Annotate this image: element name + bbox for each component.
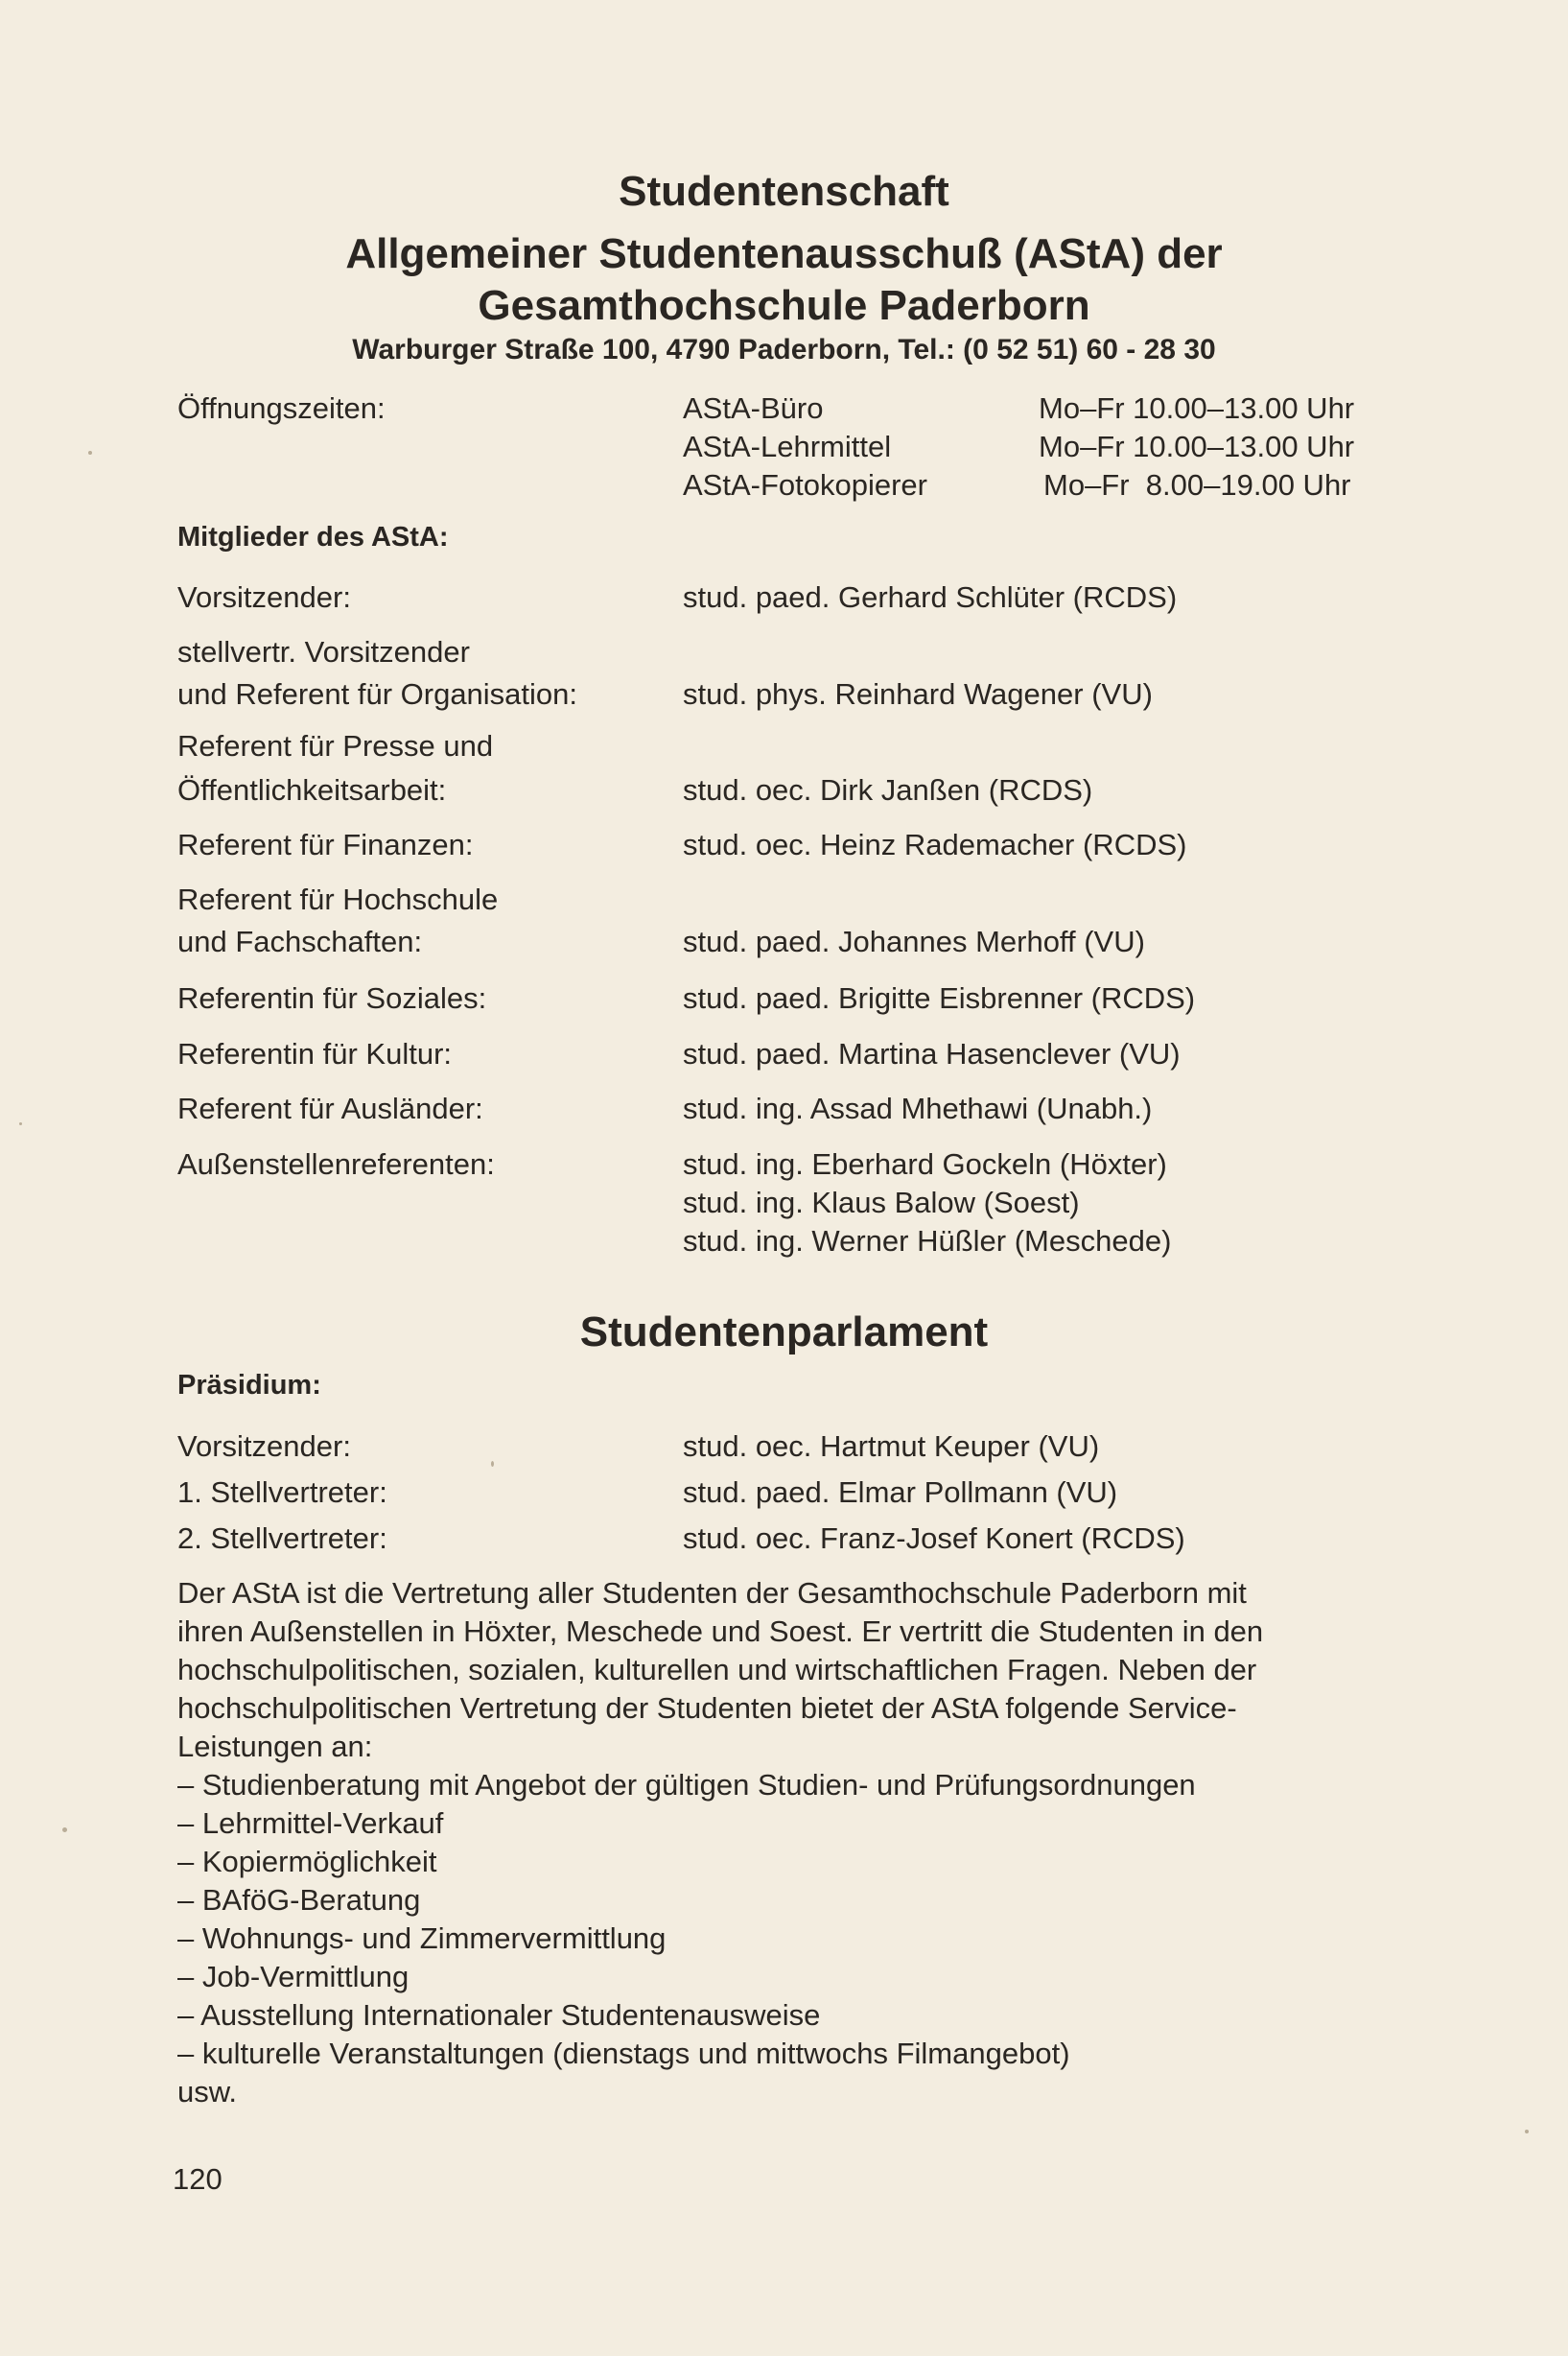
role-label: stellvertr. Vorsitzender xyxy=(177,635,470,669)
role-label: Referent für Presse und xyxy=(177,729,494,763)
service-item: – Studienberatung mit Angebot der gültigen Studien- und Prüfungsordnungen xyxy=(177,1768,1196,1802)
service-item: – Wohnungs- und Zimmervermittlung xyxy=(177,1921,667,1955)
service-item: – Kopiermöglichkeit xyxy=(177,1845,437,1878)
member-name: stud. ing. Werner Hüßler (Meschede) xyxy=(683,1224,1172,1258)
opening-hours-label: Öffnungszeiten: xyxy=(177,391,386,425)
paper-speck xyxy=(1525,2130,1529,2133)
paper-speck xyxy=(491,1461,494,1467)
service-item: – Job-Vermittlung xyxy=(177,1960,410,1993)
paper-speck xyxy=(88,451,92,455)
member-name: stud. paed. Gerhard Schlüter (RCDS) xyxy=(683,580,1178,614)
paragraph-line: Leistungen an: xyxy=(177,1730,373,1763)
member-name: stud. paed. Martina Hasenclever (VU) xyxy=(683,1037,1181,1071)
asta-members-heading: Mitglieder des AStA: xyxy=(177,522,449,553)
member-name: stud. oec. Dirk Janßen (RCDS) xyxy=(683,773,1093,807)
opening-hours-place-1: AStA-Büro xyxy=(683,391,824,425)
role-label: 2. Stellvertreter: xyxy=(177,1521,387,1555)
description-paragraph xyxy=(177,1574,1263,2111)
role-label: Referent für Hochschule xyxy=(177,883,499,916)
service-item: – BAföG-Beratung xyxy=(177,1883,421,1917)
opening-hours-place-3: AStA-Fotokopierer xyxy=(683,468,927,502)
member-name: stud. oec. Franz-Josef Konert (RCDS) xyxy=(683,1521,1185,1555)
service-item: – Lehrmittel-Verkauf xyxy=(177,1806,444,1840)
opening-hours-place-2: AStA-Lehrmittel xyxy=(683,430,892,463)
member-name: stud. ing. Klaus Balow (Soest) xyxy=(683,1186,1080,1219)
paragraph-line: hochschulpolitischen Vertretung der Studenten bietet der AStA folgende Service- xyxy=(177,1691,1237,1725)
address-line: Warburger Straße 100, 4790 Paderborn, Tel.: (0 52 51) 60 - 28 30 xyxy=(352,334,1216,365)
role-label: 1. Stellvertreter: xyxy=(177,1475,387,1509)
paper-speck xyxy=(62,1827,67,1832)
opening-hours-time-1: Mo–Fr 10.00–13.00 Uhr xyxy=(1039,391,1355,425)
role-label: und Referent für Organisation: xyxy=(177,677,578,711)
role-label: Referent für Finanzen: xyxy=(177,828,474,861)
paragraph-line: Der AStA ist die Vertretung aller Studenten der Gesamthochschule Paderborn mit xyxy=(177,1576,1247,1610)
role-label: Referentin für Kultur: xyxy=(177,1037,453,1071)
member-name: stud. paed. Elmar Pollmann (VU) xyxy=(683,1475,1118,1509)
member-name: stud. phys. Reinhard Wagener (VU) xyxy=(683,677,1153,711)
role-label: Referent für Ausländer: xyxy=(177,1092,483,1125)
service-item: – Ausstellung Internationaler Studentenausweise xyxy=(177,1998,821,2032)
paragraph-line: hochschulpolitischen, sozialen, kulturellen und wirtschaftlichen Fragen. Neben der xyxy=(177,1653,1257,1686)
opening-hours-time-2: Mo–Fr 10.00–13.00 Uhr xyxy=(1039,430,1355,463)
member-name: stud. paed. Brigitte Eisbrenner (RCDS) xyxy=(683,981,1196,1015)
service-item: – kulturelle Veranstaltungen (dienstags und mittwochs Filmangebot) xyxy=(177,2037,1070,2070)
page-number: 120 xyxy=(173,2162,222,2196)
role-label: Vorsitzender: xyxy=(177,580,351,614)
paragraph-line: ihren Außenstellen in Höxter, Meschede und Soest. Er vertritt die Studenten in den xyxy=(177,1614,1264,1648)
paper-speck xyxy=(19,1122,22,1125)
member-name: stud. ing. Assad Mhethawi (Unabh.) xyxy=(683,1092,1153,1125)
page-title: Studentenschaft xyxy=(619,168,949,215)
member-name: stud. oec. Hartmut Keuper (VU) xyxy=(683,1429,1100,1463)
service-item: usw. xyxy=(177,2075,238,2109)
role-label: Außenstellenreferenten: xyxy=(177,1147,495,1181)
opening-hours-time-3: Mo–Fr 8.00–19.00 Uhr xyxy=(1043,468,1351,502)
member-name: stud. paed. Johannes Merhoff (VU) xyxy=(683,925,1145,958)
role-label: Vorsitzender: xyxy=(177,1429,351,1463)
member-name: stud. oec. Heinz Rademacher (RCDS) xyxy=(683,828,1187,861)
role-label: Referentin für Soziales: xyxy=(177,981,487,1015)
subtitle-line-1: Allgemeiner Studentenausschuß (AStA) der xyxy=(345,230,1223,277)
role-label: und Fachschaften: xyxy=(177,925,423,958)
presidium-heading: Präsidium: xyxy=(177,1370,321,1401)
role-label: Öffentlichkeitsarbeit: xyxy=(177,773,447,807)
member-name: stud. ing. Eberhard Gockeln (Höxter) xyxy=(683,1147,1167,1181)
subtitle-line-2: Gesamthochschule Paderborn xyxy=(478,282,1090,329)
parliament-title: Studentenparlament xyxy=(579,1308,989,1355)
